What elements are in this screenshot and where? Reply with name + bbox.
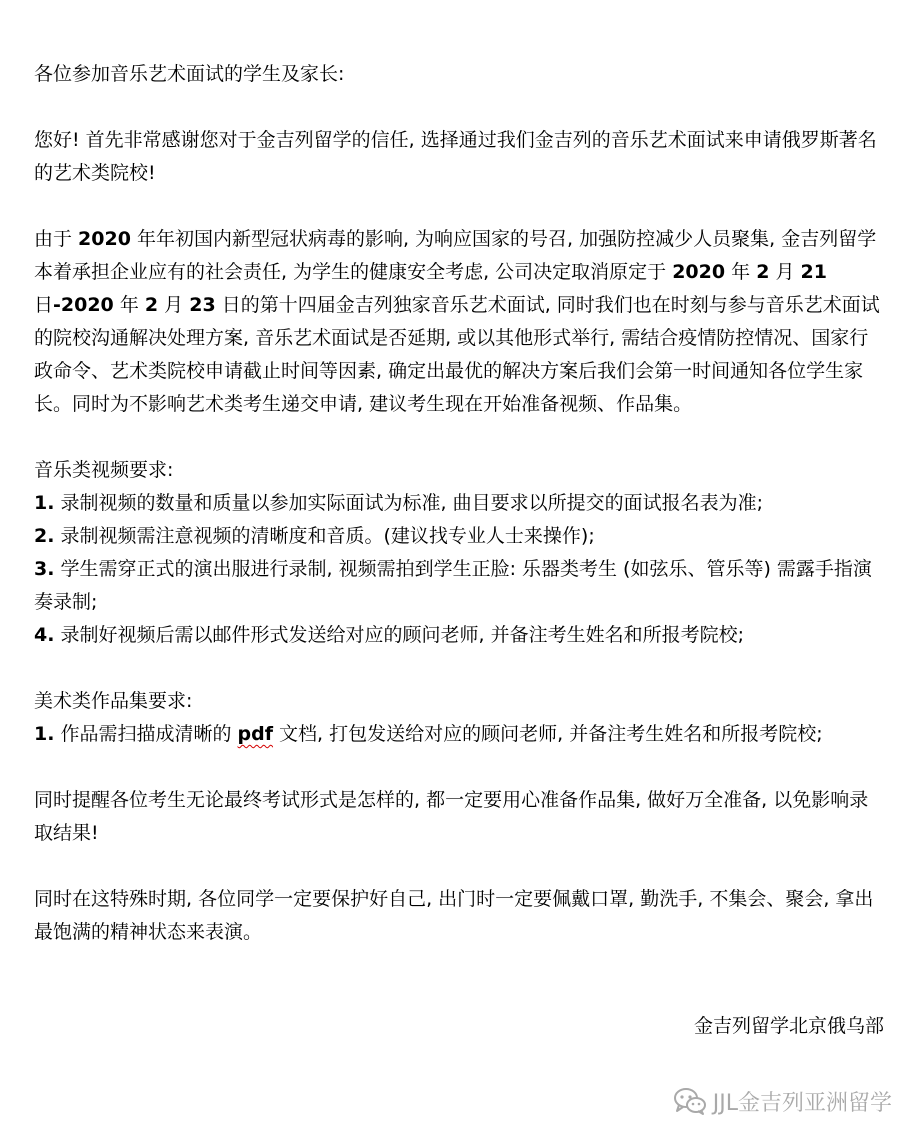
greeting: 各位参加音乐艺术面试的学生及家长: (34, 63, 345, 85)
notice-text: 月 (158, 294, 190, 316)
list-item (34, 619, 886, 652)
notice-month: 2 (144, 294, 159, 316)
list-number: 1. (34, 492, 55, 514)
list-number: 2. (34, 525, 55, 547)
notice-text: 年年初国内新型冠状病毒的影响, 为响应国家的号召, 加强防控减少人员聚集, 金吉列留学本着承担企业应有的社会责任, 为学生的健康安全考虑, 公司决定取消原定于 (34, 228, 877, 283)
notice-year: -2020 (53, 294, 114, 316)
wechat-icon (673, 1086, 707, 1116)
notice-text: 年 (725, 261, 757, 283)
list-number: 1. (34, 723, 55, 745)
list-item (34, 718, 886, 751)
notice-year: 2020 (78, 228, 131, 250)
list-text: 录制好视频后需以邮件形式发送给对应的顾问老师, 并备注考生姓名和所报考院校; (54, 624, 744, 646)
signature: 金吉列留学北京俄乌部 (693, 1015, 884, 1037)
list-item (34, 487, 886, 520)
list-item (34, 520, 886, 553)
list-text: 学生需穿正式的演出服进行录制, 视频需拍到学生正脸: 乐器类考生 (如弦乐、管乐等) 需露手指演奏录制; (34, 558, 872, 613)
list-item (34, 553, 886, 619)
notice-paragraph (34, 223, 886, 421)
notice-month: 2 (756, 261, 770, 283)
list-number: 3. (34, 558, 55, 580)
notice-text: 月 (769, 261, 801, 283)
intro-paragraph: 您好! 首先非常感谢您对于金吉列留学的信任, 选择通过我们金吉列的音乐艺术面试来申请俄罗斯著名的艺术类院校! (34, 129, 877, 184)
list-text: 录制视频需注意视频的清晰度和音质。(建议找专业人士来操作); (54, 525, 595, 547)
watermark (673, 1084, 892, 1118)
notice-day: 21 (800, 261, 827, 283)
notice-day: 23 (189, 294, 216, 316)
notice-text: 由于 (34, 228, 79, 250)
music-heading: 音乐类视频要求: (34, 459, 174, 481)
spellcheck-word: pdf (237, 723, 274, 745)
list-number: 4. (34, 624, 55, 646)
notice-text: 年 (113, 294, 145, 316)
notice-text: 日 (34, 294, 54, 316)
safety-paragraph: 同时在这特殊时期, 各位同学一定要保护好自己, 出门时一定要佩戴口罩, 勤洗手, 不集会、聚会, 拿出最饱满的精神状态来表演。 (34, 888, 874, 943)
notice-text: 日的第十四届金吉列独家音乐艺术面试, 同时我们也在时刻与参与音乐艺术面试的院校沟通解决处理方案, 音乐艺术面试是否延期, 或以其他形式举行, 需结合疫情防控情况、国家行政命令、艺术类院校申请截止时间等因素, 确定出最优的解决方案后我们会第一时间通知各位学生家长。同时为不影响艺术类考生递交申请, 建议考生现在开始准备视频、作品集。 (34, 294, 880, 415)
reminder-paragraph: 同时提醒各位考生无论最终考试形式是怎样的, 都一定要用心准备作品集, 做好万全准备, 以免影响录取结果! (34, 789, 869, 844)
list-text: 录制视频的数量和质量以参加实际面试为标准, 曲目要求以所提交的面试报名表为准; (54, 492, 763, 514)
art-heading: 美术类作品集要求: (34, 690, 193, 712)
list-text: 作品需扫描成清晰的 (54, 723, 238, 745)
watermark-text: JJL金吉列亚洲留学 (712, 1090, 892, 1116)
letter-body (34, 58, 886, 949)
list-text: 文档, 打包发送给对应的顾问老师, 并备注考生姓名和所报考院校; (273, 723, 823, 745)
notice-year: 2020 (672, 261, 726, 283)
